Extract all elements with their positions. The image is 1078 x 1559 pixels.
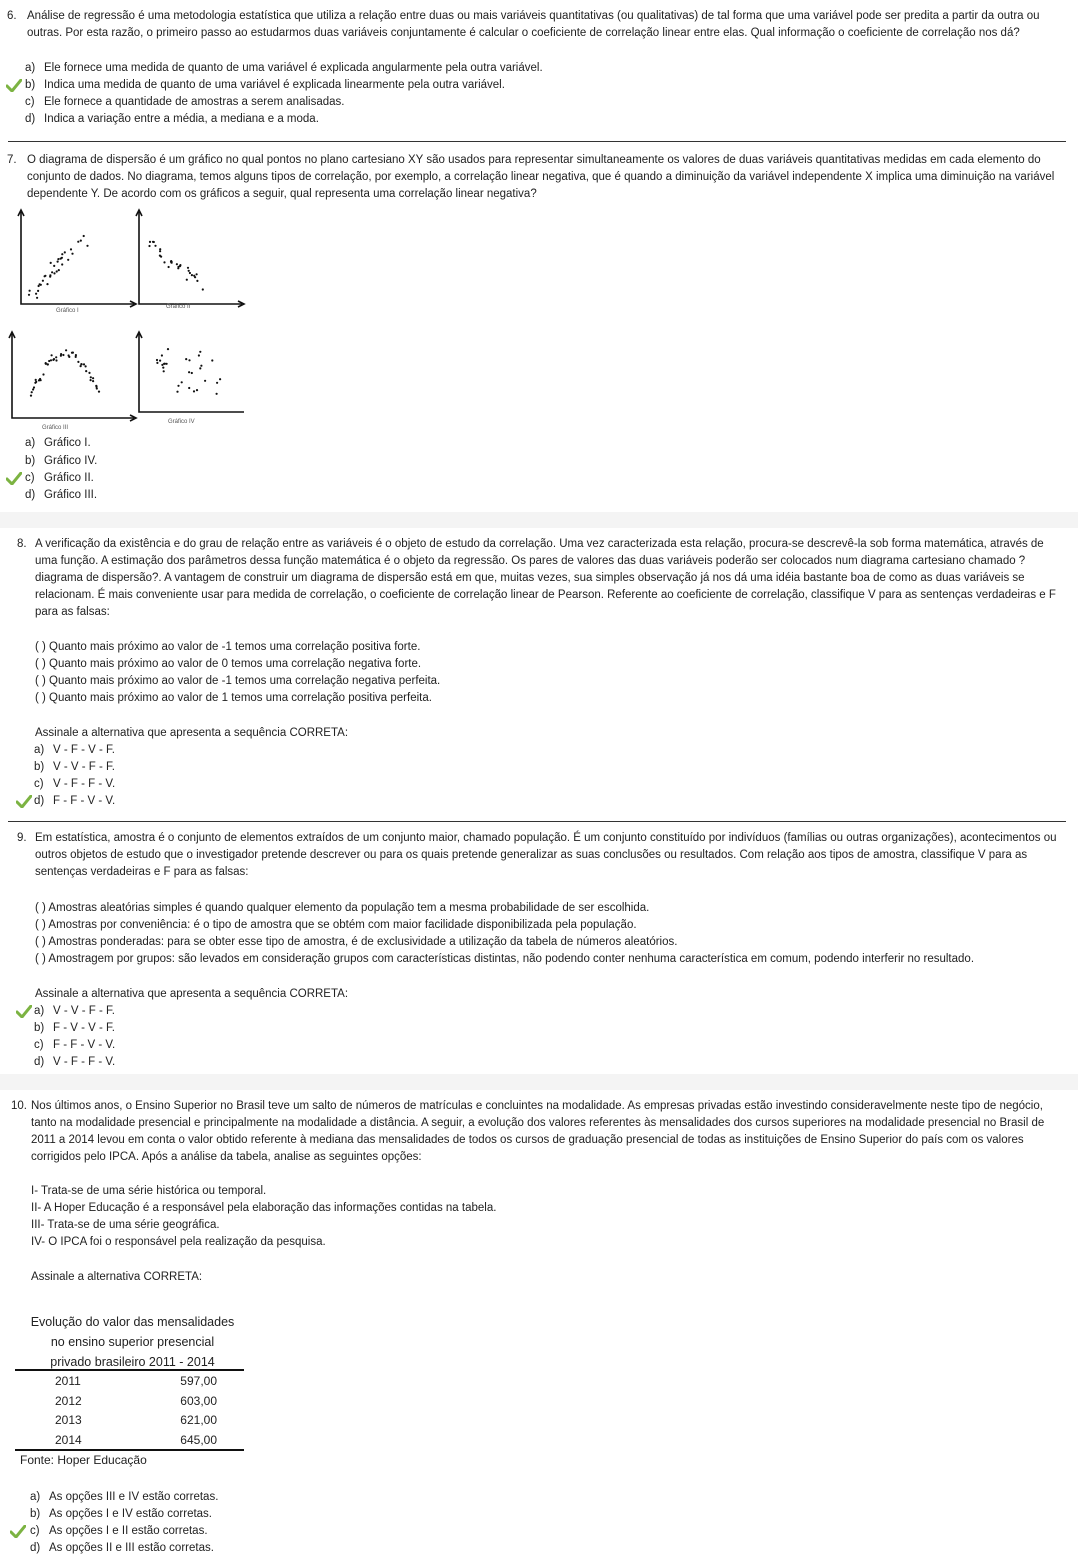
scatter-point [58,269,60,271]
scatter-graph-3 [9,332,136,431]
scatter-point [187,267,189,269]
table-row: 2014 645,00 [55,1432,217,1447]
question-text: Nos últimos anos, o Ensino Superior no Brasil teve um salto de números de matrículas e concluintes na modalidade. As empresas privadas estão investindo consideravelmente neste tipo de negócio, tanto na modalidade presencial e principalmente na modalidade a distância. A seguir, a evolução dos valores referentes às mensalidades dos cursos superiores na modalidade presencial no Brasil de 2011 a 2014 levou em conta o valor obtido referente à mediana das mensalidades de todos os cursos de graduação presencial de todas as instituições de Ensino Superior do país com os valores corrigidos pelo IPCA. Após a análise da tabela, analise as seguintes opções: [31,1100,1045,1163]
scatter-point [188,371,190,373]
scatter-point [60,353,62,355]
scatter-point [28,294,30,296]
scatter-point [171,262,173,264]
scatter-point [50,359,52,361]
scatter-point [30,395,32,397]
scatter-point [191,372,193,374]
scatter-point [40,284,42,286]
scatter-point [81,363,83,365]
scatter-point [90,376,92,378]
scatter-point [29,290,31,292]
option-b[interactable]: b) As opções I e IV estão corretas. [30,1508,212,1520]
scatter-point [154,245,156,247]
scatter-graphs-image [8,204,247,436]
check-icon [10,1525,26,1538]
option-b[interactable]: b) F - V - V - F. [34,1022,115,1034]
scatter-point [53,358,55,360]
scatter-point [44,275,46,277]
scatter-point [199,351,201,353]
scatter-point [196,280,198,282]
scatter-point [55,356,57,358]
scatter-point [37,290,39,292]
scatter-point [47,363,49,365]
scatter-point [177,385,179,387]
check-icon [6,472,22,485]
scatter-point [96,387,98,389]
scatter-point [189,272,191,274]
instruction: Assinale a alternativa CORRETA: [31,1271,203,1283]
scatter-point [83,235,85,237]
scatter-point [202,288,204,290]
scatter-point [50,262,52,264]
scatter-point [55,359,57,361]
statement: ( ) Quanto mais próximo ao valor de 1 temos uma correlação positiva perfeita. [35,692,432,704]
scatter-point [85,370,87,372]
scatter-point [51,271,53,273]
values-table [23,1372,235,1450]
option-b[interactable]: b) Indica uma medida de quanto de uma variável é explicada linearmente pela outra variável. [25,79,505,91]
scatter-point [68,354,70,356]
scatter-point [35,381,37,383]
scatter-point [185,358,187,360]
scatter-point [149,241,151,243]
option-c[interactable]: c) Ele fornece a quantidade de amostras a serem analisadas. [25,96,345,108]
scatter-point [61,263,63,265]
scatter-point [191,274,193,276]
statement: ( ) Amostras por conveniência: é o tipo de amostra que se obtém com maior facilidade disponibilizada pela população. [35,919,637,931]
scatter-point [77,361,79,363]
scatter-point [57,258,59,260]
scatter-point [71,253,73,255]
scatter-point [160,256,162,258]
scatter-point [57,261,59,263]
scatter-point [162,367,164,369]
scatter-point [194,276,196,278]
scatter-point [176,263,178,265]
scatter-point [65,349,67,351]
scatter-point [72,352,74,354]
check-icon [16,795,32,808]
scatter-point [186,279,188,281]
option-b[interactable]: b) V - V - F - F. [34,761,115,773]
scatter-point [60,258,62,260]
scatter-point [163,363,165,365]
scatter-point [92,380,94,382]
statement: ( ) Amostragem por grupos: são levados em consideração grupos com características distintas, não podendo conter nenhuma característica em comum, podendo interferir no resultado. [35,953,975,965]
statement: ( ) Quanto mais próximo ao valor de -1 temos uma correlação negativa perfeita. [35,675,441,687]
mensalidades-table-image [13,1286,252,1487]
question-text: A verificação da existência e do grau de relação entre as variáveis é o objeto de estudo da correlação. Uma vez caracterizada esta relação, procura-se descrevê-la sob forma matemática, através de uma função. A estimação dos parâmetros dessa função matemática é o objeto da regressão. Os pares de valores das duas variáveis poderão ser colocados num diagrama cartesiano chamado ?diagrama de dispersão?. A vantagem de construir um diagrama de dispersão está em que, muitas vezes, sua simples observação já nos dá uma idéia bastante boa de como as duas variáveis se relacionam. É mais conveniente usar para medida de correlação, o coeficiente de correlação linear de Pearson. Referente ao coeficiente de correlação, classifique V para as sentenças verdadeiras e F para as falsas: [35,538,1056,618]
option-d[interactable]: d) Gráfico III. [25,489,98,501]
scatter-point [33,386,35,388]
scatter-graph-1 [18,210,136,314]
scatter-point [75,354,77,356]
scatter-point [90,379,92,381]
scatter-point [168,266,170,268]
instruction: Assinale a alternativa que apresenta a sequência CORRETA: [35,727,349,739]
check-icon [16,1005,32,1018]
scatter-point [92,377,94,379]
option-a[interactable]: a) Ele fornece uma medida de quanto de uma variável é explicada angularmente pela outra variável. [25,62,543,74]
check-icon [6,79,22,92]
scatter-point [159,360,161,362]
scatter-graph-2 [136,210,244,310]
scatter-point [152,241,154,243]
scatter-point [31,391,33,393]
scatter-point [61,253,63,255]
option-b[interactable]: b) Gráfico IV. [25,455,98,467]
scatter-point [198,354,200,356]
scatter-point [211,359,213,361]
scatter-point [32,388,34,390]
scatter-point [188,387,190,389]
scatter-point [86,245,88,247]
scatter-point [49,276,51,278]
statement: ( ) Amostras ponderadas: para se obter esse tipo de amostra, é de exclusividade a utilização da tabela de números aleatórios. [35,936,678,948]
statement: I- Trata-se de uma série histórica ou temporal. [31,1185,267,1197]
option-a[interactable]: a) Gráfico I. [25,437,91,449]
scatter-point [35,293,37,295]
scatter-point [53,272,55,274]
option-d[interactable]: d) As opções II e III estão corretas. [30,1542,214,1554]
graph-label: Gráfico II [166,304,191,310]
scatter-point [156,362,158,364]
option-d[interactable]: d) F - F - V - V. [34,795,116,807]
scatter-point [159,250,161,252]
scatter-point [216,382,218,384]
question-number: 10. [11,1100,27,1112]
question-number: 9. [17,832,27,844]
scatter-point [83,363,85,365]
option-d[interactable]: d) V - F - F - V. [34,1056,116,1068]
scatter-point [163,261,165,263]
graph-label: Gráfico I [56,308,79,314]
table-row: 2012 603,00 [55,1393,217,1408]
question-number: 7. [7,154,17,166]
option-a[interactable]: a) V - V - F - F. [34,1005,115,1017]
scatter-point [148,245,150,247]
scatter-point [159,248,161,250]
statement: II- A Hoper Educação é a responsável pela elaboração das informações contidas na tabela. [31,1202,497,1214]
scatter-point [200,365,202,367]
scatter-point [56,270,58,272]
scatter-point [51,354,53,356]
option-d[interactable]: d) Indica a variação entre a média, a mediana e a moda. [25,113,319,125]
scatter-point [196,389,198,391]
scatter-point [204,380,206,382]
scatter-point [88,372,90,374]
scatter-point [98,391,100,393]
statement: IV- O IPCA foi o responsável pela realização da pesquisa. [31,1236,326,1248]
divider [8,821,1066,822]
scatter-point [156,359,158,361]
option-a[interactable]: a) V - F - V - F. [34,744,115,756]
table-row: 2011 597,00 [55,1374,217,1389]
scatter-point [177,266,179,268]
graph-label: Gráfico IV [168,419,195,425]
option-c[interactable]: c) V - F - F - V. [34,778,116,790]
option-a[interactable]: a) As opções III e IV estão corretas. [30,1491,219,1503]
question-number: 6. [7,10,17,22]
scatter-point [163,370,165,372]
scatter-point [188,359,190,361]
option-c[interactable]: c) Gráfico II. [25,472,94,484]
scatter-point [36,297,38,299]
instruction: Assinale a alternativa que apresenta a sequência CORRETA: [35,988,349,1000]
scatter-point [216,393,218,395]
table-row: 2013 621,00 [55,1413,217,1428]
divider [8,141,1066,142]
scatter-point [38,285,40,287]
scatter-point [39,378,41,380]
scatter-point [67,259,69,261]
question-text: Em estatística, amostra é o conjunto de elementos extraídos de um conjunto maior, chamado população. É um conjunto constituído por indivíduos (famílias ou outras organizações), acontecimentos ou outros objetos de estudo que o investigador pretende descrever ou para os quais pretende generalizar as suas conclusões ou resultados. Com relação aos tipos de amostra, classifique V para as sentenças verdadeiras e F para as falsas: [35,832,1057,878]
scatter-point [42,373,44,375]
question-text: O diagrama de dispersão é um gráfico no qual pontos no plano cartesiano XY são usados para representar simultaneamente os valores de duas variáveis quantitativas medidas em cada elemento do conjunto de dados. No diagrama, temos alguns tipos de correlação, por exemplo, a correlação linear negativa, que é quando a diminuição da variável independente X implica uma diminuição na variável dependente Y. De acordo com os gráficos a seguir, qual representa uma correlação linear negativa? [27,154,1055,200]
scatter-point [45,363,47,365]
scatter-point [161,354,163,356]
scatter-point [85,365,87,367]
scatter-point [179,264,181,266]
scatter-point [80,365,82,367]
scatter-point [53,265,55,267]
statement: III- Trata-se de uma série geográfica. [31,1219,220,1231]
section-separator [0,512,1078,528]
scatter-point [46,283,48,285]
scatter-point [77,241,79,243]
scatter-point [188,270,190,272]
option-c[interactable]: c) As opções I e II estão corretas. [30,1525,208,1537]
statement: ( ) Amostras aleatórias simples é quando qualquer elemento da população tem a mesma probabilidade de ser escolhida. [35,902,650,914]
scatter-point [42,280,44,282]
question-number: 8. [17,538,27,550]
scatter-point [70,248,72,250]
scatter-point [80,240,82,242]
scatter-graph-4 [136,332,244,425]
option-c[interactable]: c) F - F - V - V. [34,1039,116,1051]
statement: ( ) Quanto mais próximo ao valor de -1 temos uma correlação positiva forte. [35,641,421,653]
scatter-point [176,391,178,393]
scatter-point [199,367,201,369]
scatter-point [181,381,183,383]
scatter-point [62,354,64,356]
scatter-point [219,378,221,380]
table-title: Evolução do valor das mensalidades no ensino superior presencial privado brasileiro 2011 - 2014 [30,1315,235,1369]
section-separator [0,1074,1078,1090]
scatter-point [167,348,169,350]
statement: ( ) Quanto mais próximo ao valor de 0 temos uma correlação negativa forte. [35,658,422,670]
scatter-point [35,379,37,381]
question-text: Análise de regressão é uma metodologia estatística que utiliza a relação entre duas ou mais variáveis quantitativas (ou qualitativas) de tal forma que uma variável pode ser predita a partir da outra ou outras. Por esta razão, o primeiro passo ao estudarmos duas variáveis conjuntamente é calcular o coeficiente de correlação linear entre elas. Qual informação o coeficiente de correlação nos dá? [27,10,1040,39]
graph-label: Gráfico III [42,425,69,431]
scatter-point [166,363,168,365]
scatter-point [193,390,195,392]
scatter-point [64,251,66,253]
scatter-point [196,273,198,275]
table-source: Fonte: Hoper Educação [20,1453,147,1467]
